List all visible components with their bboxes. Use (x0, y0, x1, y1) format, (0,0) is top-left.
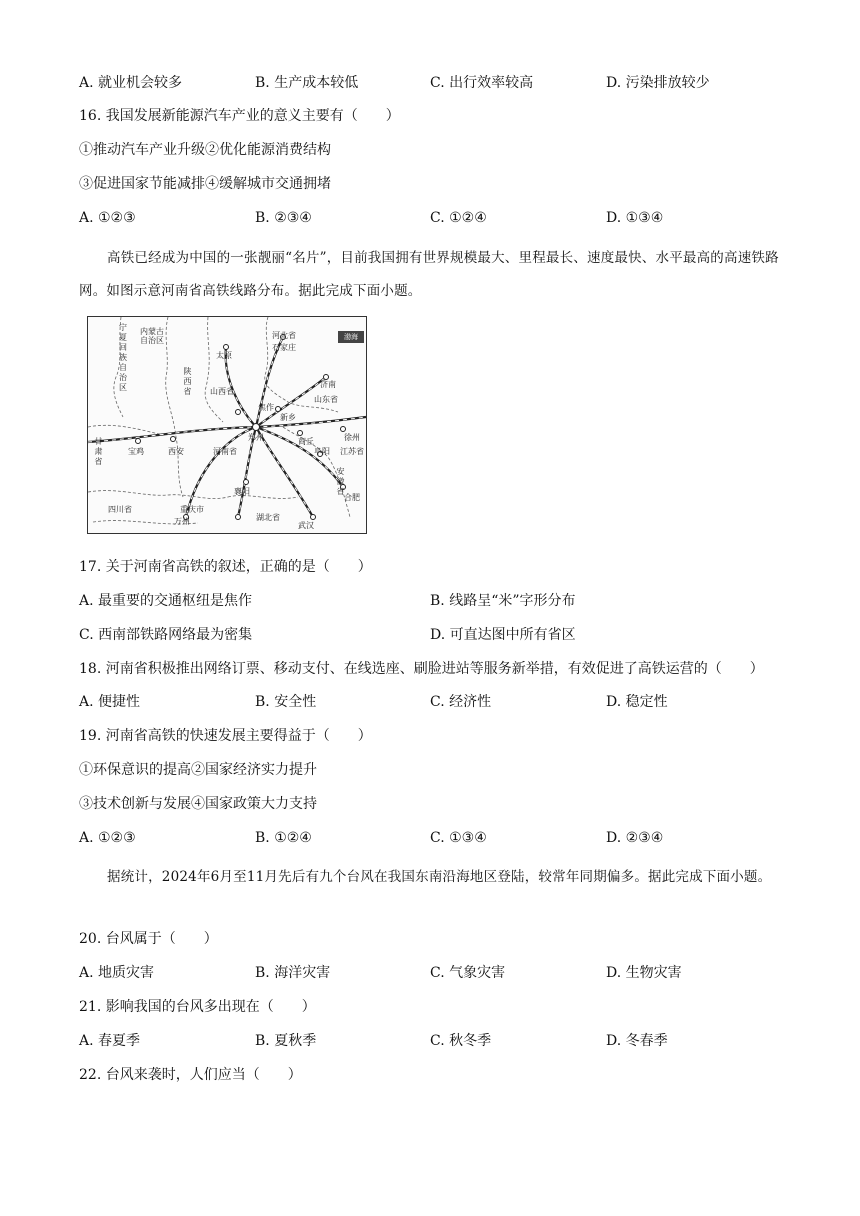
q22-stem: 22. 台风来袭时，人们应当（ ） (79, 1067, 302, 1083)
q18-option-a: A. 便捷性 (79, 694, 141, 710)
q19-items-line2: ③技术创新与发展④国家政策大力支持 (79, 796, 317, 812)
q16-items-line1: ①推动汽车产业升级②优化能源消费结构 (79, 142, 331, 158)
map-label-jiaozuo: 焦作 (258, 403, 274, 412)
q18-stem: 18. 河南省积极推出网络订票、移动支付、在线选座、刷脸进站等服务新举措，有效促进了高铁运营的（ ） (79, 661, 764, 677)
map-label-neimenggu: 内蒙古自治区 (140, 327, 164, 345)
map-label-shandong: 山东省 (314, 395, 338, 404)
map-label-sea: 渤海 (338, 331, 364, 343)
map-label-zhengzhou: 郑州 (248, 433, 264, 442)
q15-option-d: D. 污染排放较少 (606, 75, 710, 91)
q19-option-d: D. ②③④ (606, 830, 664, 846)
q15-option-a: A. 就业机会较多 (79, 75, 183, 91)
map-label-taiyuan: 太原 (216, 351, 232, 360)
q16-option-c: C. ①②④ (430, 210, 487, 226)
henan-rail-map (87, 316, 367, 534)
q17-option-c: C. 西南部铁路网络最为密集 (79, 627, 253, 643)
map-drawing (88, 317, 366, 533)
q19-option-a: A. ①②③ (79, 830, 136, 846)
map-label-wanzhou: 万州 (174, 517, 190, 526)
map-label-shanxi: 山西省 (210, 387, 234, 396)
passage-typhoon: 据统计，2024年6月至11月先后有九个台风在我国东南沿海地区登陆，较常年同期偏多。据此完成下面小题。 (107, 869, 772, 885)
q20-option-b: B. 海洋灾害 (255, 965, 331, 981)
q18-option-d: D. 稳定性 (606, 694, 668, 710)
q17-option-a: A. 最重要的交通枢纽是焦作 (79, 593, 253, 609)
q20-option-a: A. 地质灾害 (79, 965, 155, 981)
map-label-jinan: 济南 (320, 380, 336, 389)
q18-option-c: C. 经济性 (430, 694, 492, 710)
map-label-anhui: 安徽省 (336, 467, 345, 496)
map-label-chongqing: 重庆市 (180, 505, 204, 514)
q20-option-d: D. 生物灾害 (606, 965, 682, 981)
map-label-jiangsu: 江苏省 (340, 447, 364, 456)
q21-option-d: D. 冬春季 (606, 1033, 668, 1049)
map-label-henan: 河南省 (213, 447, 237, 456)
q20-option-c: C. 气象灾害 (430, 965, 506, 981)
q17-stem: 17. 关于河南省高铁的叙述，正确的是（ ） (79, 559, 372, 575)
passage-high-speed-rail: 高铁已经成为中国的一张靓丽“名片”，目前我国拥有世界规模最大、里程最长、速度最快、水平最高的高速铁路网。如图示意河南省高铁线路分布。据此完成下面小题。 (79, 250, 779, 299)
q17-option-d: D. 可直达图中所有省区 (430, 627, 576, 643)
q19-option-b: B. ①②④ (255, 830, 312, 846)
map-label-hefei: 合肥 (344, 493, 360, 502)
map-label-xuzhou: 徐州 (344, 433, 360, 442)
map-label-fuyang: 阜阳 (314, 447, 330, 456)
q16-option-d: D. ①③④ (606, 210, 664, 226)
q19-stem: 19. 河南省高铁的快速发展主要得益于（ ） (79, 728, 372, 744)
q21-option-b: B. 夏秋季 (255, 1033, 317, 1049)
q16-option-a: A. ①②③ (79, 210, 136, 226)
map-label-xiangyang: 襄阳 (234, 487, 250, 496)
map-label-hebei: 河北省 (272, 331, 296, 340)
map-label-hubei: 湖北省 (256, 513, 280, 522)
q19-option-c: C. ①③④ (430, 830, 487, 846)
q19-items-line1: ①环保意识的提高②国家经济实力提升 (79, 762, 317, 778)
q18-option-b: B. 安全性 (255, 694, 317, 710)
map-label-sichuan: 四川省 (108, 505, 132, 514)
map-label-xinxiang: 新乡 (280, 413, 296, 422)
map-label-ningxia: 宁夏回族自治区 (119, 323, 127, 392)
q16-stem: 16. 我国发展新能源汽车产业的意义主要有（ ） (79, 108, 400, 124)
q20-stem: 20. 台风属于（ ） (79, 931, 218, 947)
q16-option-b: B. ②③④ (255, 210, 312, 226)
q15-option-c: C. 出行效率较高 (430, 75, 534, 91)
map-label-baoji: 宝鸡 (128, 447, 144, 456)
map-label-shaanxi: 陕西省 (183, 367, 192, 396)
map-label-gansu: 甘肃省 (94, 437, 103, 466)
map-label-shijiazhuang: 石家庄 (272, 343, 296, 352)
q21-stem: 21. 影响我国的台风多出现在（ ） (79, 999, 316, 1015)
q21-option-a: A. 春夏季 (79, 1033, 141, 1049)
q17-option-b: B. 线路呈“米”字形分布 (430, 593, 576, 609)
map-label-shangqiu: 商丘 (298, 437, 314, 446)
q21-option-c: C. 秋冬季 (430, 1033, 492, 1049)
q16-items-line2: ③促进国家节能减排④缓解城市交通拥堵 (79, 176, 331, 192)
q15-option-b: B. 生产成本较低 (255, 75, 359, 91)
map-label-xian: 西安 (168, 447, 184, 456)
map-label-wuhan: 武汉 (298, 521, 314, 530)
